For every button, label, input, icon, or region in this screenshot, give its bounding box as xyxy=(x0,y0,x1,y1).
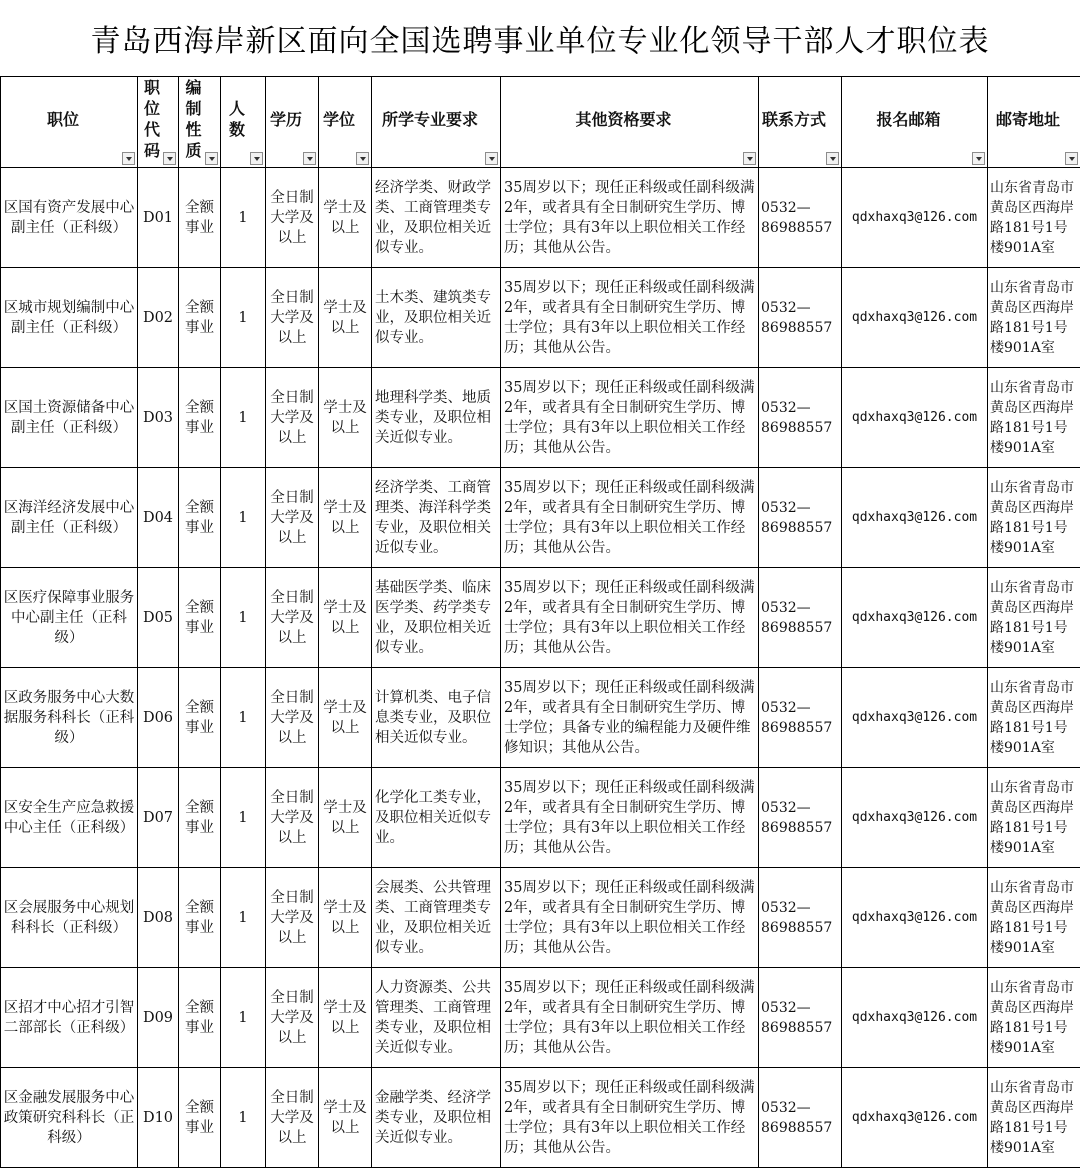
cell-contact: 0532—86988557 xyxy=(759,368,842,468)
header-email: 报名邮箱 xyxy=(842,77,988,168)
header-row xyxy=(1,77,1080,168)
cell-contact: 0532—86988557 xyxy=(759,868,842,968)
cell-education: 全日制大学及以上 xyxy=(266,1068,319,1168)
cell-education: 全日制大学及以上 xyxy=(266,568,319,668)
cell-staffing: 全额事业 xyxy=(179,968,221,1068)
cell-count: 1 xyxy=(221,368,266,468)
filter-dropdown-icon[interactable] xyxy=(122,152,135,165)
cell-address: 山东省青岛市黄岛区西海岸路181号1号楼901A室 xyxy=(988,168,1080,268)
cell-degree: 学士及以上 xyxy=(319,568,372,668)
header-code: 职位代码 xyxy=(138,77,179,168)
cell-other: 35周岁以下；现任正科级或任副科级满2年，或者具有全日制研究生学历、博士学位；具备专业的编程能力及硬件维修知识；其他从公告。 xyxy=(501,668,759,768)
cell-position: 区城市规划编制中心副主任（正科级） xyxy=(1,268,138,368)
cell-other: 35周岁以下；现任正科级或任副科级满2年，或者具有全日制研究生学历、博士学位；具有3年以上职位相关工作经历；其他从公告。 xyxy=(501,568,759,668)
cell-count: 1 xyxy=(221,1068,266,1168)
header-degree: 学位 xyxy=(319,77,372,168)
cell-position: 区国有资产发展中心副主任（正科级） xyxy=(1,168,138,268)
filter-dropdown-icon[interactable] xyxy=(163,152,176,165)
cell-count: 1 xyxy=(221,668,266,768)
table-row xyxy=(1,468,1080,568)
cell-email: qdxhaxq3@126.com xyxy=(842,368,988,468)
cell-contact: 0532—86988557 xyxy=(759,468,842,568)
table-row xyxy=(1,268,1080,368)
cell-major: 会展类、公共管理类、工商管理类专业，及职位相关近似专业。 xyxy=(372,868,501,968)
cell-major: 经济学类、工商管理类、海洋科学类专业，及职位相关近似专业。 xyxy=(372,468,501,568)
filter-dropdown-icon[interactable] xyxy=(356,152,369,165)
cell-contact: 0532—86988557 xyxy=(759,668,842,768)
cell-position: 区海洋经济发展中心副主任（正科级） xyxy=(1,468,138,568)
cell-address: 山东省青岛市黄岛区西海岸路181号1号楼901A室 xyxy=(988,668,1080,768)
cell-position: 区会展服务中心规划科科长（正科级） xyxy=(1,868,138,968)
filter-dropdown-icon[interactable] xyxy=(826,152,839,165)
cell-degree: 学士及以上 xyxy=(319,368,372,468)
cell-address: 山东省青岛市黄岛区西海岸路181号1号楼901A室 xyxy=(988,868,1080,968)
cell-email: qdxhaxq3@126.com xyxy=(842,1068,988,1168)
positions-table xyxy=(0,76,1080,1168)
cell-degree: 学士及以上 xyxy=(319,968,372,1068)
cell-code: D10 xyxy=(138,1068,179,1168)
cell-code: D03 xyxy=(138,368,179,468)
header-count: 人数 xyxy=(221,77,266,168)
cell-position: 区金融发展服务中心政策研究科科长（正科级） xyxy=(1,1068,138,1168)
cell-address: 山东省青岛市黄岛区西海岸路181号1号楼901A室 xyxy=(988,368,1080,468)
cell-contact: 0532—86988557 xyxy=(759,968,842,1068)
cell-other: 35周岁以下；现任正科级或任副科级满2年，或者具有全日制研究生学历、博士学位；具有3年以上职位相关工作经历；其他从公告。 xyxy=(501,168,759,268)
table-row xyxy=(1,1068,1080,1168)
cell-position: 区安全生产应急救援中心主任（正科级） xyxy=(1,768,138,868)
cell-degree: 学士及以上 xyxy=(319,668,372,768)
cell-education: 全日制大学及以上 xyxy=(266,168,319,268)
cell-code: D01 xyxy=(138,168,179,268)
cell-degree: 学士及以上 xyxy=(319,868,372,968)
filter-dropdown-icon[interactable] xyxy=(250,152,263,165)
cell-email: qdxhaxq3@126.com xyxy=(842,168,988,268)
cell-staffing: 全额事业 xyxy=(179,768,221,868)
header-other: 其他资格要求 xyxy=(501,77,759,168)
cell-address: 山东省青岛市黄岛区西海岸路181号1号楼901A室 xyxy=(988,1068,1080,1168)
cell-contact: 0532—86988557 xyxy=(759,768,842,868)
cell-other: 35周岁以下；现任正科级或任副科级满2年，或者具有全日制研究生学历、博士学位；具有3年以上职位相关工作经历；其他从公告。 xyxy=(501,768,759,868)
cell-position: 区国土资源储备中心副主任（正科级） xyxy=(1,368,138,468)
cell-major: 基础医学类、临床医学类、药学类专业，及职位相关近似专业。 xyxy=(372,568,501,668)
cell-major: 人力资源类、公共管理类、工商管理类专业，及职位相关近似专业。 xyxy=(372,968,501,1068)
cell-other: 35周岁以下；现任正科级或任副科级满2年，或者具有全日制研究生学历、博士学位；具有3年以上职位相关工作经历；其他从公告。 xyxy=(501,1068,759,1168)
cell-degree: 学士及以上 xyxy=(319,268,372,368)
cell-education: 全日制大学及以上 xyxy=(266,668,319,768)
filter-dropdown-icon[interactable] xyxy=(205,152,218,165)
cell-count: 1 xyxy=(221,768,266,868)
cell-staffing: 全额事业 xyxy=(179,168,221,268)
cell-code: D06 xyxy=(138,668,179,768)
header-position: 职位 xyxy=(1,77,138,168)
table-row xyxy=(1,568,1080,668)
cell-code: D07 xyxy=(138,768,179,868)
cell-staffing: 全额事业 xyxy=(179,368,221,468)
filter-dropdown-icon[interactable] xyxy=(743,152,756,165)
cell-email: qdxhaxq3@126.com xyxy=(842,668,988,768)
cell-email: qdxhaxq3@126.com xyxy=(842,868,988,968)
cell-address: 山东省青岛市黄岛区西海岸路181号1号楼901A室 xyxy=(988,268,1080,368)
cell-other: 35周岁以下；现任正科级或任副科级满2年，或者具有全日制研究生学历、博士学位；具有3年以上职位相关工作经历；其他从公告。 xyxy=(501,968,759,1068)
cell-degree: 学士及以上 xyxy=(319,468,372,568)
cell-other: 35周岁以下；现任正科级或任副科级满2年，或者具有全日制研究生学历、博士学位；具有3年以上职位相关工作经历；其他从公告。 xyxy=(501,268,759,368)
cell-count: 1 xyxy=(221,168,266,268)
cell-contact: 0532—86988557 xyxy=(759,168,842,268)
cell-position: 区医疗保障事业服务中心副主任（正科级） xyxy=(1,568,138,668)
cell-staffing: 全额事业 xyxy=(179,1068,221,1168)
header-contact: 联系方式 xyxy=(759,77,842,168)
table-row xyxy=(1,168,1080,268)
cell-email: qdxhaxq3@126.com xyxy=(842,568,988,668)
cell-email: qdxhaxq3@126.com xyxy=(842,768,988,868)
cell-other: 35周岁以下；现任正科级或任副科级满2年，或者具有全日制研究生学历、博士学位；具有3年以上职位相关工作经历；其他从公告。 xyxy=(501,868,759,968)
cell-count: 1 xyxy=(221,968,266,1068)
cell-position: 区政务服务中心大数据服务科科长（正科级） xyxy=(1,668,138,768)
cell-education: 全日制大学及以上 xyxy=(266,468,319,568)
cell-major: 土木类、建筑类专业，及职位相关近似专业。 xyxy=(372,268,501,368)
table-row xyxy=(1,968,1080,1068)
cell-other: 35周岁以下；现任正科级或任副科级满2年，或者具有全日制研究生学历、博士学位；具有3年以上职位相关工作经历；其他从公告。 xyxy=(501,368,759,468)
cell-major: 地理科学类、地质类专业，及职位相关近似专业。 xyxy=(372,368,501,468)
cell-staffing: 全额事业 xyxy=(179,268,221,368)
cell-contact: 0532—86988557 xyxy=(759,568,842,668)
filter-dropdown-icon[interactable] xyxy=(303,152,316,165)
cell-code: D08 xyxy=(138,868,179,968)
cell-major: 金融学类、经济学类专业，及职位相关近似专业。 xyxy=(372,1068,501,1168)
filter-dropdown-icon[interactable] xyxy=(972,152,985,165)
cell-staffing: 全额事业 xyxy=(179,668,221,768)
cell-education: 全日制大学及以上 xyxy=(266,868,319,968)
cell-code: D02 xyxy=(138,268,179,368)
filter-dropdown-icon[interactable] xyxy=(1065,152,1078,165)
cell-major: 化学化工类专业，及职位相关近似专业。 xyxy=(372,768,501,868)
cell-staffing: 全额事业 xyxy=(179,568,221,668)
cell-degree: 学士及以上 xyxy=(319,1068,372,1168)
header-education: 学历 xyxy=(266,77,319,168)
cell-count: 1 xyxy=(221,868,266,968)
cell-email: qdxhaxq3@126.com xyxy=(842,268,988,368)
cell-education: 全日制大学及以上 xyxy=(266,768,319,868)
cell-count: 1 xyxy=(221,468,266,568)
cell-degree: 学士及以上 xyxy=(319,168,372,268)
table-row xyxy=(1,768,1080,868)
cell-code: D05 xyxy=(138,568,179,668)
cell-email: qdxhaxq3@126.com xyxy=(842,468,988,568)
cell-code: D09 xyxy=(138,968,179,1068)
header-address: 邮寄地址 xyxy=(988,77,1080,168)
header-major: 所学专业要求 xyxy=(372,77,501,168)
cell-education: 全日制大学及以上 xyxy=(266,268,319,368)
cell-education: 全日制大学及以上 xyxy=(266,368,319,468)
cell-major: 经济学类、财政学类、工商管理类专业，及职位相关近似专业。 xyxy=(372,168,501,268)
cell-address: 山东省青岛市黄岛区西海岸路181号1号楼901A室 xyxy=(988,968,1080,1068)
header-staffing: 编制性质 xyxy=(179,77,221,168)
cell-staffing: 全额事业 xyxy=(179,468,221,568)
cell-contact: 0532—86988557 xyxy=(759,268,842,368)
table-row xyxy=(1,868,1080,968)
cell-count: 1 xyxy=(221,568,266,668)
page-title: 青岛西海岸新区面向全国选聘事业单位专业化领导干部人才职位表 xyxy=(0,0,1080,76)
table-row xyxy=(1,368,1080,468)
filter-dropdown-icon[interactable] xyxy=(485,152,498,165)
cell-address: 山东省青岛市黄岛区西海岸路181号1号楼901A室 xyxy=(988,468,1080,568)
cell-position: 区招才中心招才引智二部部长（正科级） xyxy=(1,968,138,1068)
cell-staffing: 全额事业 xyxy=(179,868,221,968)
cell-count: 1 xyxy=(221,268,266,368)
cell-other: 35周岁以下；现任正科级或任副科级满2年，或者具有全日制研究生学历、博士学位；具有3年以上职位相关工作经历；其他从公告。 xyxy=(501,468,759,568)
cell-address: 山东省青岛市黄岛区西海岸路181号1号楼901A室 xyxy=(988,768,1080,868)
cell-email: qdxhaxq3@126.com xyxy=(842,968,988,1068)
cell-contact: 0532—86988557 xyxy=(759,1068,842,1168)
cell-education: 全日制大学及以上 xyxy=(266,968,319,1068)
cell-code: D04 xyxy=(138,468,179,568)
table-row xyxy=(1,668,1080,768)
cell-address: 山东省青岛市黄岛区西海岸路181号1号楼901A室 xyxy=(988,568,1080,668)
cell-degree: 学士及以上 xyxy=(319,768,372,868)
cell-major: 计算机类、电子信息类专业，及职位相关近似专业。 xyxy=(372,668,501,768)
